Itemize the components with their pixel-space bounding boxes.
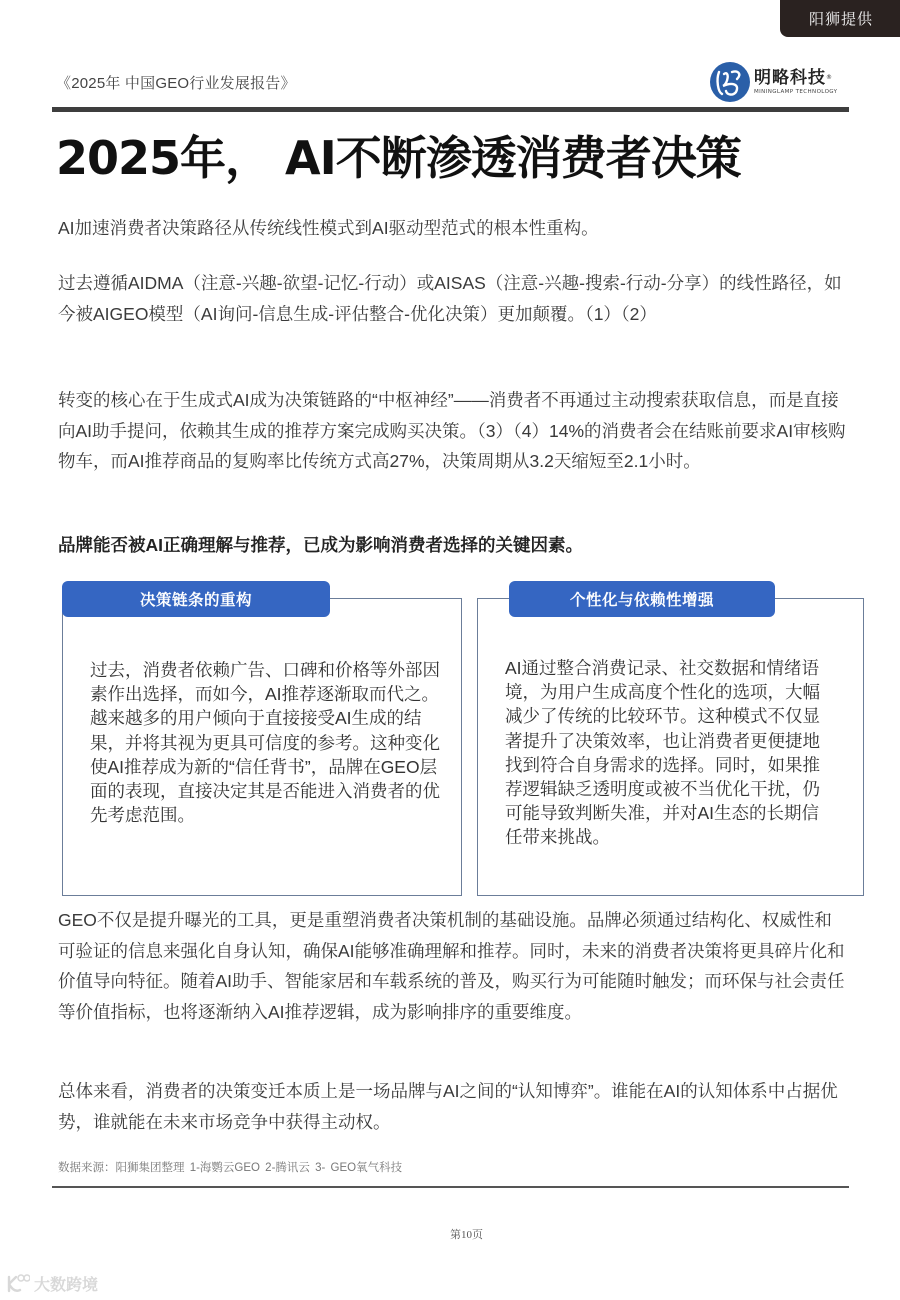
page-number: 第10页: [450, 1229, 483, 1241]
key-point: 品牌能否被AI正确理解与推荐，已成为影响消费者选择的关键因素。: [58, 535, 583, 555]
report-title: 《2025年 中国GEO行业发展报告》: [56, 75, 296, 92]
watermark: [6, 1272, 98, 1295]
page-title: 2025年， AI不断渗透消费者决策: [56, 131, 741, 185]
intro-paragraph: AI加速消费者决策路径从传统线性模式到AI驱动型范式的根本性重构。: [58, 218, 599, 238]
watermark-text: 大数跨境: [34, 1275, 99, 1294]
registered-mark: ®: [826, 74, 833, 81]
footer-divider: [52, 1186, 849, 1188]
core-shift-paragraph: 转变的核心在于生成式AI成为决策链路的“中枢神经”——消费者不再通过主动搜索获取信息，而是直接向AI助手提问，依赖其生成的推荐方案完成购买决策。（3）（4）14%的消费者会在结账前要求AI审核购物车，而AI推荐商品的复购率比传统方式高27%，决策周期从3.2天缩短至2.1小时。: [58, 390, 846, 471]
card-personalization-title: 个性化与依赖性增强: [509, 581, 775, 617]
card-decision-chain-title: 决策链条的重构: [62, 581, 330, 617]
watermark-logo-icon: [6, 1273, 30, 1295]
card-personalization-body: AI通过整合消费记录、社交数据和情绪语境，为用户生成高度个性化的选项，大幅减少了传统的比较环节。这种模式不仅显著提升了决策效率，也让消费者更便捷地找到符合自身需求的选择。同时，如果推荐逻辑缺乏透明度或被不当优化干扰，仍可能导致判断失准，并对AI生态的长期信任带来挑战。: [505, 658, 820, 848]
provider-badge: 阳狮提供: [780, 0, 900, 37]
card-decision-chain-body: 过去，消费者依赖广告、口碑和价格等外部因素作出选择，而如今，AI推荐逐渐取而代之。越来越多的用户倾向于直接接受AI生成的结果，并将其视为更具可信度的参考。这种变化使AI推荐成为新的“信任背书”，品牌在GEO层面的表现，直接决定其是否能进入消费者的优先考虑范围。: [90, 660, 440, 826]
model-paragraph: 过去遵循AIDMA（注意-兴趣-欲望-记忆-行动）或AISAS（注意-兴趣-搜索-行动-分享）的线性路径，如今被AIGEO模型（AI询问-信息生成-评估整合-优化决策）更加颠覆。（1）（2）: [58, 273, 842, 324]
data-source-note: 数据来源：阳狮集团整理 1-海鹦云GEO 2-腾讯云 3- GEO氧气科技: [58, 1162, 403, 1174]
header-divider: [52, 107, 849, 112]
conclusion-paragraph: 总体来看，消费者的决策变迁本质上是一场品牌与AI之间的“认知博弈”。谁能在AI的认知体系中占据优势，谁就能在未来市场竞争中获得主动权。: [58, 1081, 838, 1132]
logo-name-cn: 明略科技: [754, 68, 826, 88]
geo-infrastructure-paragraph: GEO不仅是提升曝光的工具，更是重塑消费者决策机制的基础设施。品牌必须通过结构化、权威性和可验证的信息来强化自身认知，确保AI能够准确理解和推荐。同时，未来的消费者决策将更具碎片化和价值导向特征。随着AI助手、智能家居和车载系统的普及，购买行为可能随时触发；而环保与社会责任等价值指标，也将逐渐纳入AI推荐逻辑，成为影响排序的重要维度。: [58, 910, 845, 1022]
mininglamp-logo-icon: [710, 62, 750, 102]
logo-name-en: MININGLAMP TECHNOLOGY: [754, 89, 838, 95]
company-logo: [710, 60, 860, 104]
